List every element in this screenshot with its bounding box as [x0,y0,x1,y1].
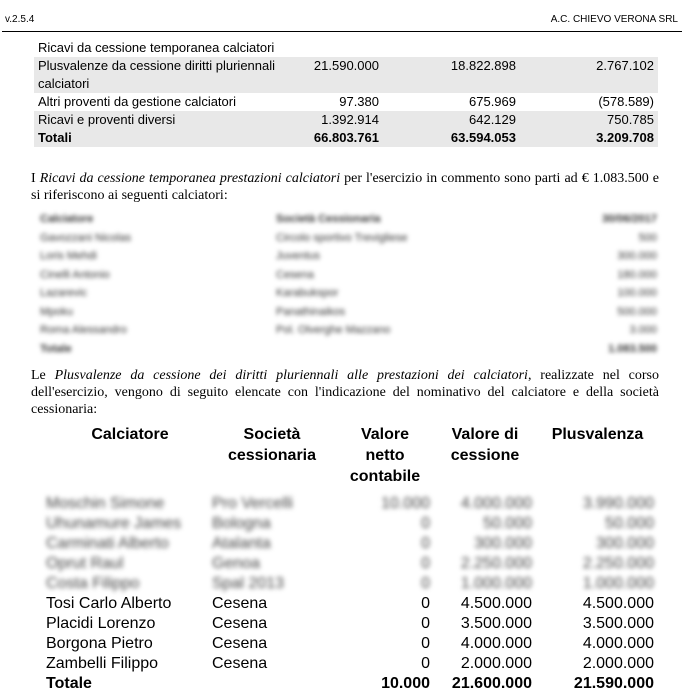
loans-cell: Loris Mehdi [40,250,97,262]
header-player: Calciatore [91,426,169,443]
loans-cell: 500 [638,231,657,244]
gains-row [0,494,688,514]
gains-cell: 300.000 [596,535,654,552]
loans-row [40,287,660,306]
loans-cell: Gavozzani Nicolas [40,231,132,244]
loans-cell: Cesena [276,268,314,281]
loans-cell: 180.000 [617,268,657,281]
revenue-table [34,39,658,147]
gains-cell: Cesena [212,615,268,632]
table-row [34,93,658,111]
header-gain: Plusvalenza [551,426,644,443]
version-label: v.2.5.4 [5,14,35,25]
gains-cell: 0 [421,655,430,672]
row-label: Ricavi e proventi diversi [38,112,176,127]
cell-c1: 66.803.761 [313,130,379,145]
loans-cell: Cinelli Antonio [40,268,110,281]
loans-cell: Pol. Olverghe Mazzano [276,324,391,336]
loans-row [40,250,660,269]
loans-cell: Calciatore [40,213,94,225]
gains-cell: Moschin Simone [46,495,165,512]
cell-c2: 642.129 [469,112,516,127]
gains-cell: Oprut Raul [46,555,124,572]
gains-cell: 3.500.000 [582,615,654,632]
loans-row [40,306,660,325]
para1-text-end: per l'esercizio in commento sono parti ad € 1.083.500 e si riferiscono ai seguenti calciatori: [31,171,659,203]
gains-cell: Pro Vercelli [212,495,293,512]
gains-row [0,634,688,654]
gains-cell: 2.250.000 [582,555,654,572]
gains-cell: Zambelli Filippo [46,655,159,672]
loans-cell: Lazarevic [40,287,88,299]
gains-cell: Cesena [212,595,268,612]
cell-c2: 18.822.898 [450,58,516,73]
row-label: Ricavi da cessione temporanea calciatori [38,40,275,55]
gains-cell: Spal 2013 [212,575,285,592]
gains-cell: 21.600.000 [451,675,532,692]
loans-cell: Circolo sportivo Trevigliese [276,231,408,244]
gains-cell: Atalanta [212,535,271,552]
gains-cell: 50.000 [483,515,532,532]
loans-cell: 3.000 [629,324,657,336]
gains-cell: Bologna [212,515,271,532]
loans-cell: 30/06/2017 [601,213,657,225]
gains-cell: 2.250.000 [460,555,532,572]
para2-text-end: , realizzate nel corso dell'esercizio, vengono di seguito elencate con l'indicazione del nominativo del calciatore e della società cessionaria: [31,368,660,417]
header-net-value: Valore netto contabile [349,426,421,485]
gains-cell: 50.000 [605,515,654,532]
cell-c3: 2.767.102 [596,58,654,73]
gains-cell: 1.000.000 [460,575,532,592]
loans-header-row [40,213,660,232]
gains-cell: 0 [421,555,430,572]
header-divider [2,31,682,32]
loans-cell: 100.000 [617,287,657,299]
cell-c3: (578.589) [598,94,654,109]
gains-row [0,514,688,534]
gains-cell: 0 [421,575,430,592]
gains-cell: 0 [421,515,430,532]
row-label: Plusvalenze da cessione diritti pluriennali calciatori [38,58,276,91]
table-row [34,57,658,93]
gains-row [0,614,688,634]
header-club: Società cessionaria [227,426,317,464]
loans-cell: 500.000 [617,305,657,318]
loans-row [40,269,660,288]
row-label: Totali [38,130,72,145]
cell-c1: 1.392.914 [321,112,379,127]
cell-c3: 750.785 [607,112,654,127]
cell-c2: 675.969 [469,94,516,109]
gains-cell: Placidi Lorenzo [46,615,156,632]
gains-cell: 10.000 [381,495,430,512]
gains-cell: 1.000.000 [582,575,654,592]
gains-row [0,654,688,674]
gains-cell: Cesena [212,635,268,652]
loans-cell: Panathinaikos [276,305,346,318]
loans-cell: Mpoku [40,305,74,318]
loans-cell: Karabukspor [276,287,339,299]
loans-cell: Totale [40,342,72,355]
gains-cell: Carminati Alberto [46,535,169,552]
gains-cell: Totale [46,675,92,692]
gains-row [0,594,688,614]
gains-cell: 0 [421,535,430,552]
loans-cell: Società Cessionaria [276,213,381,225]
gains-cell: Tosi Carlo Alberto [46,595,172,612]
loans-cell: Juventus [276,250,321,262]
loans-total-row [40,343,660,362]
gains-cell: Costa Filippo [46,575,140,592]
row-label: Altri proventi da gestione calciatori [38,94,236,109]
gains-cell: Borgona Pietro [46,635,153,652]
gains-cell: 3.500.000 [460,615,532,632]
gains-cell: 300.000 [474,535,532,552]
gains-cell: 4.000.000 [460,495,532,512]
gains-cell: 10.000 [381,675,430,692]
loans-cell: Roma Alessandro [40,324,127,336]
page-header [0,0,688,32]
para2-italic: Plusvalenze da cessione dei diritti pluriennali alle prestazioni dei calciatori [54,368,528,383]
gains-cell: 4.500.000 [460,595,532,612]
gains-cell: Genoa [212,555,261,572]
table-total-row [34,129,658,147]
loans-cell: 1.083.500 [608,342,657,355]
gains-cell: 2.000.000 [460,655,532,672]
gains-cell: 21.590.000 [573,675,654,692]
loans-cell: 300.000 [617,250,657,262]
cell-c1: 97.380 [339,94,379,109]
cell-c1: 21.590.000 [313,58,379,73]
gains-row [0,554,688,574]
table-row [34,39,658,57]
gains-cell: 4.000.000 [460,635,532,652]
loans-row [40,232,660,251]
gains-cell: 0 [421,635,430,652]
para2-text-start: Le [31,368,55,383]
table-row [34,111,658,129]
gains-cell: 4.500.000 [582,595,654,612]
para1-italic: Ricavi da cessione temporanea prestazioni calciatori [39,171,341,186]
loans-table-blurred [40,213,660,361]
gains-cell: 4.000.000 [582,635,654,652]
company-name: A.C. CHIEVO VERONA SRL [550,14,678,25]
cell-c3: 3.209.708 [596,130,654,145]
gains-cell: 0 [421,615,430,632]
gains-cell: 0 [421,595,430,612]
gains-cell: Uhunamure James [46,515,182,532]
gains-paragraph [31,367,659,418]
loans-paragraph [31,170,659,204]
gains-row [0,534,688,554]
gains-row [0,574,688,594]
gains-cell: 3.990.000 [582,495,654,512]
para1-text-start: I [31,171,40,186]
loans-row [40,324,660,343]
gains-total-row [0,674,688,694]
gains-cell: 2.000.000 [582,655,654,672]
gains-cell: Cesena [212,655,268,672]
header-sale-value: Valore di cessione [450,426,520,464]
cell-c2: 63.594.053 [450,130,516,145]
